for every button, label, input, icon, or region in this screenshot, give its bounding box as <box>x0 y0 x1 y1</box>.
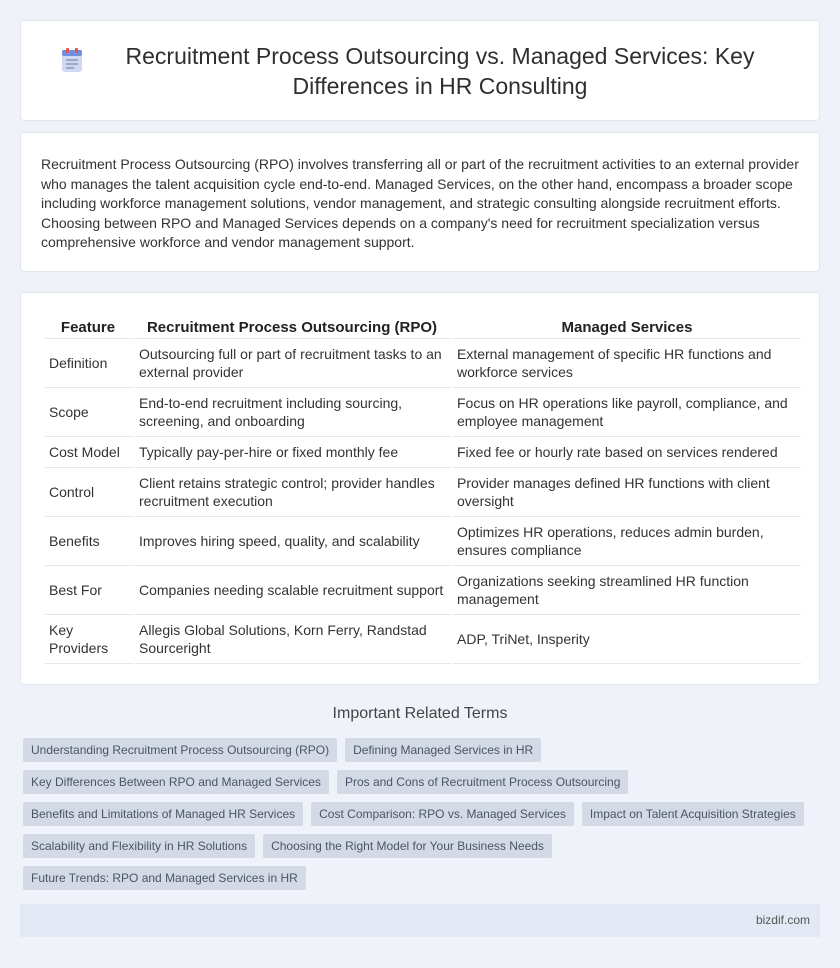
table-row <box>45 615 801 664</box>
related-term-tag[interactable]: Defining Managed Services in HR <box>345 738 541 762</box>
table-row <box>45 468 801 517</box>
page-title: Recruitment Process Outsourcing vs. Managed Services: Key Differences in HR Consulting <box>125 42 755 99</box>
table-cell-feature: Scope <box>45 388 135 437</box>
header-managed-services: Managed Services <box>453 317 801 339</box>
table-cell-rpo: Improves hiring speed, quality, and scalability <box>135 517 453 566</box>
table-row <box>45 517 801 566</box>
table-cell-managed: External management of specific HR functions and workforce services <box>453 339 801 388</box>
table-cell-feature: Benefits <box>45 517 135 566</box>
related-term-tag[interactable]: Benefits and Limitations of Managed HR Services <box>23 802 303 826</box>
comparison-table <box>45 317 801 664</box>
table-cell-rpo: End-to-end recruitment including sourcing, screening, and onboarding <box>135 388 453 437</box>
related-terms-title: Important Related Terms <box>332 705 508 722</box>
table-cell-managed: Focus on HR operations like payroll, compliance, and employee management <box>453 388 801 437</box>
table-header-row <box>45 317 801 339</box>
tag-row <box>23 770 823 794</box>
related-term-tag[interactable]: Choosing the Right Model for Your Business Needs <box>263 834 552 858</box>
footer <box>20 904 820 937</box>
table-row <box>45 388 801 437</box>
related-term-tag[interactable]: Future Trends: RPO and Managed Services in HR <box>23 866 306 890</box>
tag-row <box>23 738 823 762</box>
table-cell-feature: Control <box>45 468 135 517</box>
table-cell-rpo: Allegis Global Solutions, Korn Ferry, Randstad Sourceright <box>135 615 453 664</box>
table-cell-feature: Key Providers <box>45 615 135 664</box>
header-rpo: Recruitment Process Outsourcing (RPO) <box>135 317 453 339</box>
related-term-tag[interactable]: Pros and Cons of Recruitment Process Outsourcing <box>337 770 628 794</box>
table-cell-managed: Optimizes HR operations, reduces admin burden, ensures compliance <box>453 517 801 566</box>
comparison-table-card <box>20 292 820 685</box>
related-term-tag[interactable]: Impact on Talent Acquisition Strategies <box>582 802 804 826</box>
related-terms-tags <box>23 738 823 898</box>
title-wrap <box>60 41 780 101</box>
tag-row <box>23 834 823 858</box>
table-row <box>45 339 801 388</box>
table-cell-feature: Cost Model <box>45 437 135 468</box>
related-term-tag[interactable]: Scalability and Flexibility in HR Solutions <box>23 834 255 858</box>
table-cell-managed: Organizations seeking streamlined HR function management <box>453 566 801 615</box>
table-cell-managed: Provider manages defined HR functions with client oversight <box>453 468 801 517</box>
table-cell-managed: Fixed fee or hourly rate based on services rendered <box>453 437 801 468</box>
intro-text: Recruitment Process Outsourcing (RPO) involves transferring all or part of the recruitment activities to an external provider who manages the talent acquisition cycle end-to-end. Managed Services, on the other hand, encompass a broader scope including workforce management solutions, vendor management, and strategic consulting alongside recruitment efforts. Choosing between RPO and Managed Services depends on a company's need for recruitment specialization versus comprehensive workforce and vendor management support. <box>41 156 799 250</box>
header-card <box>20 20 820 121</box>
table-cell-rpo: Companies needing scalable recruitment support <box>135 566 453 615</box>
intro-card <box>20 132 820 272</box>
tag-row <box>23 866 823 890</box>
table-row <box>45 566 801 615</box>
document-icon <box>60 47 84 73</box>
related-term-tag[interactable]: Cost Comparison: RPO vs. Managed Services <box>311 802 574 826</box>
related-term-tag[interactable]: Key Differences Between RPO and Managed Services <box>23 770 329 794</box>
table-cell-feature: Best For <box>45 566 135 615</box>
table-cell-rpo: Client retains strategic control; provider handles recruitment execution <box>135 468 453 517</box>
table-cell-rpo: Outsourcing full or part of recruitment tasks to an external provider <box>135 339 453 388</box>
tag-row <box>23 802 823 826</box>
related-term-tag[interactable]: Understanding Recruitment Process Outsourcing (RPO) <box>23 738 337 762</box>
table-cell-feature: Definition <box>45 339 135 388</box>
footer-site-link[interactable]: bizdif.com <box>755 913 810 927</box>
table-row <box>45 437 801 468</box>
table-cell-managed: ADP, TriNet, Insperity <box>453 615 801 664</box>
header-feature: Feature <box>45 317 135 339</box>
table-cell-rpo: Typically pay-per-hire or fixed monthly fee <box>135 437 453 468</box>
